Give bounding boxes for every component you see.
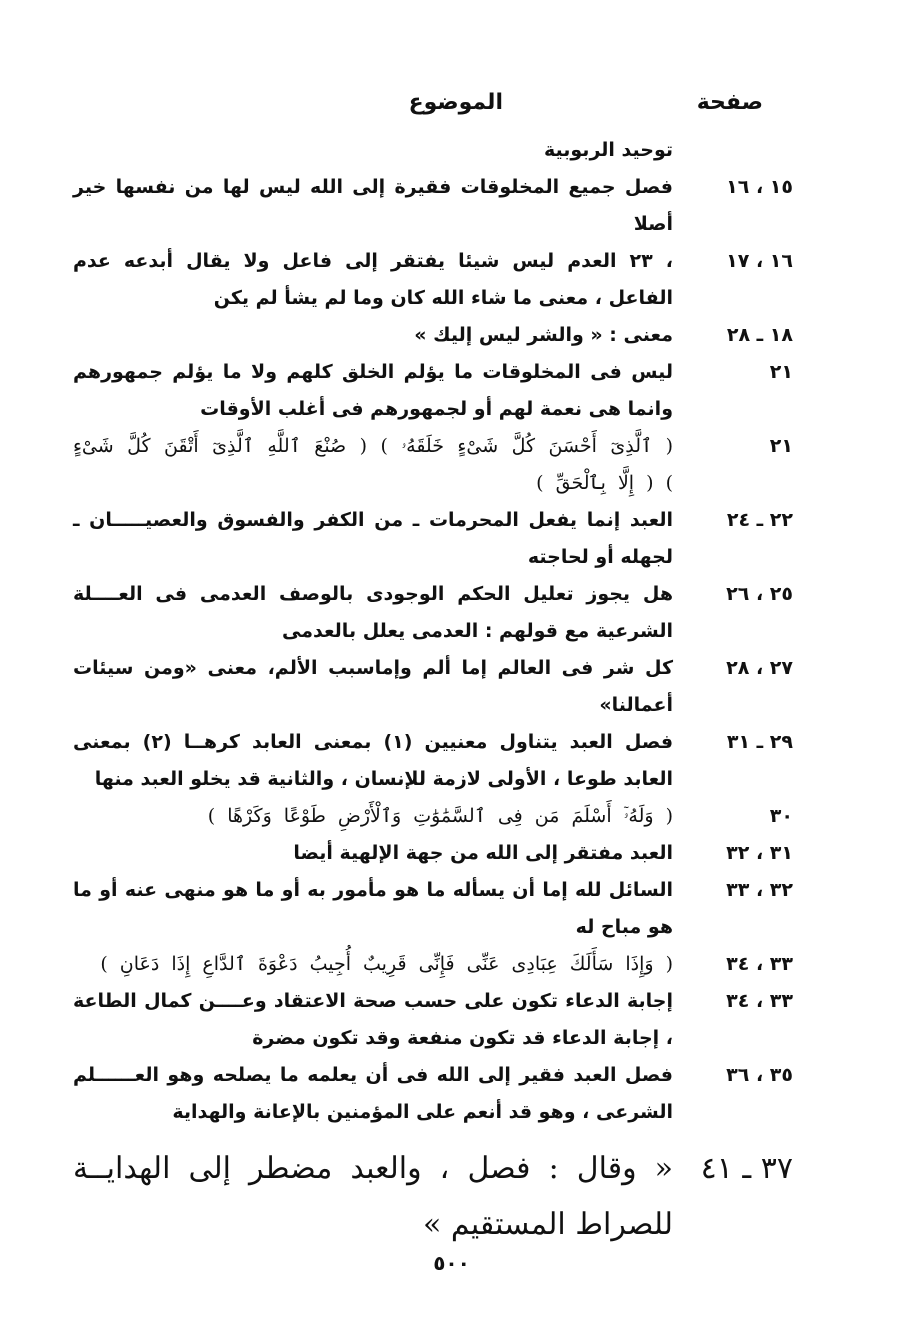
quran-verse: ( وَإِذَا سَأَلَكَ عِبَادِى عَنِّى فَإِنِّى قَرِيبٌ أُجِيبُ دَعْوَةَ ٱلدَّاعِ إِذَا دَعَانِ ) [100, 953, 673, 975]
index-entry [73, 502, 793, 576]
entry-topic: هل يجوز تعليل الحكم الوجودى بالوصف العدمى فى العــــلة الشرعية مع قولهم : العدمى يعلل بالعدمى [73, 583, 673, 642]
page-number: ٥٠٠ [433, 1251, 470, 1275]
quran-verse: ( ٱلَّذِىٓ أَحْسَنَ كُلَّ شَىْءٍ خَلَقَهُۥ ) ( صُنْعَ ٱللَّهِ ٱلَّذِىٓ أَتْقَنَ كُلَّ شَىْءٍ ) ( إِلَّا بِٱلْحَقِّ ) [73, 435, 673, 494]
index-entry [73, 576, 793, 650]
entry-pages: ٢٢ ـ ٢٤ [726, 509, 793, 531]
entry-topic: ، ٢٣ العدم ليس شيئا يفتقر إلى فاعل ولا يقال أبدعه عدم الفاعل ، معنى ما شاء الله كان وما لم يشأ لم يكن [73, 250, 673, 309]
entry-pages: ٣١ ، ٣٢ [726, 842, 793, 864]
index-entry [73, 835, 793, 872]
entry-topic: فصل العبد فقير إلى الله فى أن يعلمه ما يصلحه وهو العــــــلم الشرعى ، وهو قد أنعم على المؤمنين بالإعانة والهداية [73, 1064, 673, 1123]
entry-topic: كل شر فى العالم إما ألم وإماسبب الألم، معنى «ومن سيئات أعمالنا» [73, 657, 673, 716]
entry-topic: « وقال : فصل ، والعبد مضطر إلى الهدايــة للصراط المستقيم » [73, 1151, 673, 1242]
index-entry [73, 724, 793, 798]
entry-pages: ٣٥ ، ٣٦ [726, 1064, 793, 1086]
entry-topic: العبد مفتقر إلى الله من جهة الإلهية أيضا [293, 842, 673, 864]
entry-pages: ١٨ ـ ٢٨ [726, 324, 793, 346]
entry-topic: إجابة الدعاء تكون على حسب صحة الاعتقاد وعــــن كمال الطاعة ، إجابة الدعاء قد تكون منفعة وقد تكون مضرة [73, 990, 673, 1049]
entry-pages: ٢٧ ، ٢٨ [726, 657, 793, 679]
entry-pages: ٣٣ ، ٣٤ [726, 953, 793, 975]
index-entry [73, 650, 793, 724]
index-entry [73, 317, 793, 354]
index-entry [73, 1057, 793, 1131]
entry-pages: ٣٢ ، ٣٣ [726, 879, 793, 901]
quran-verse: ( وَلَهُۥٓ أَسْلَمَ مَن فِى ٱلسَّمَٰوَٰتِ وَٱلْأَرْضِ طَوْعًا وَكَرْهًا ) [207, 805, 673, 827]
index-entry [73, 872, 793, 946]
index-entry-verse [73, 428, 793, 502]
page-column-header: صفحة [696, 90, 763, 115]
entry-pages: ١٥ ، ١٦ [726, 176, 793, 198]
entry-pages: ٢١ [769, 361, 793, 383]
entry-topic: السائل لله إما أن يسأله ما هو مأمور به أو ما هو منهى عنه أو ما هو مباح له [73, 879, 673, 938]
entry-pages: ٣٧ ـ ٤١ [700, 1151, 793, 1186]
index-entry [73, 132, 793, 169]
entry-pages: ١٦ ، ١٧ [726, 250, 793, 272]
entry-topic: توحيد الربوبية [543, 139, 673, 161]
entry-pages: ٢٩ ـ ٣١ [726, 731, 793, 753]
entry-topic: العبد إنما يفعل المحرمات ـ من الكفر والفسوق والعصيـــــان ـ لجهله أو لحاجته [73, 509, 673, 568]
index-entries [73, 132, 793, 1253]
index-entry-large [73, 1141, 793, 1253]
entry-topic: فصل العبد يتناول معنيين (١) بمعنى العابد كرهــا (٢) بمعنى العابد طوعا ، الأولى لازمة للإنسان ، والثانية قد يخلو العبد منها [73, 731, 674, 790]
topic-column-header: الموضوع [408, 90, 503, 115]
index-entry-verse [73, 798, 793, 835]
entry-topic: معنى : « والشر ليس إليك » [414, 324, 673, 346]
index-entry [73, 983, 793, 1057]
entry-pages: ٢١ [769, 435, 793, 457]
entry-pages: ٣٣ ، ٣٤ [726, 990, 793, 1012]
entry-topic: ليس فى المخلوقات ما يؤلم الخلق كلهم ولا ما يؤلم جمهورهم وانما هى نعمة لهم أو لجمهورهم فى أغلب الأوقات [73, 361, 673, 420]
entry-pages: ٢٥ ، ٢٦ [726, 583, 793, 605]
index-entry [73, 169, 793, 243]
index-entry [73, 243, 793, 317]
index-entry-verse [73, 946, 793, 983]
index-entry [73, 354, 793, 428]
entry-topic: فصل جميع المخلوقات فقيرة إلى الله ليس لها من نفسها خير أصلا [73, 176, 673, 235]
entry-pages: ٣٠ [769, 805, 793, 827]
